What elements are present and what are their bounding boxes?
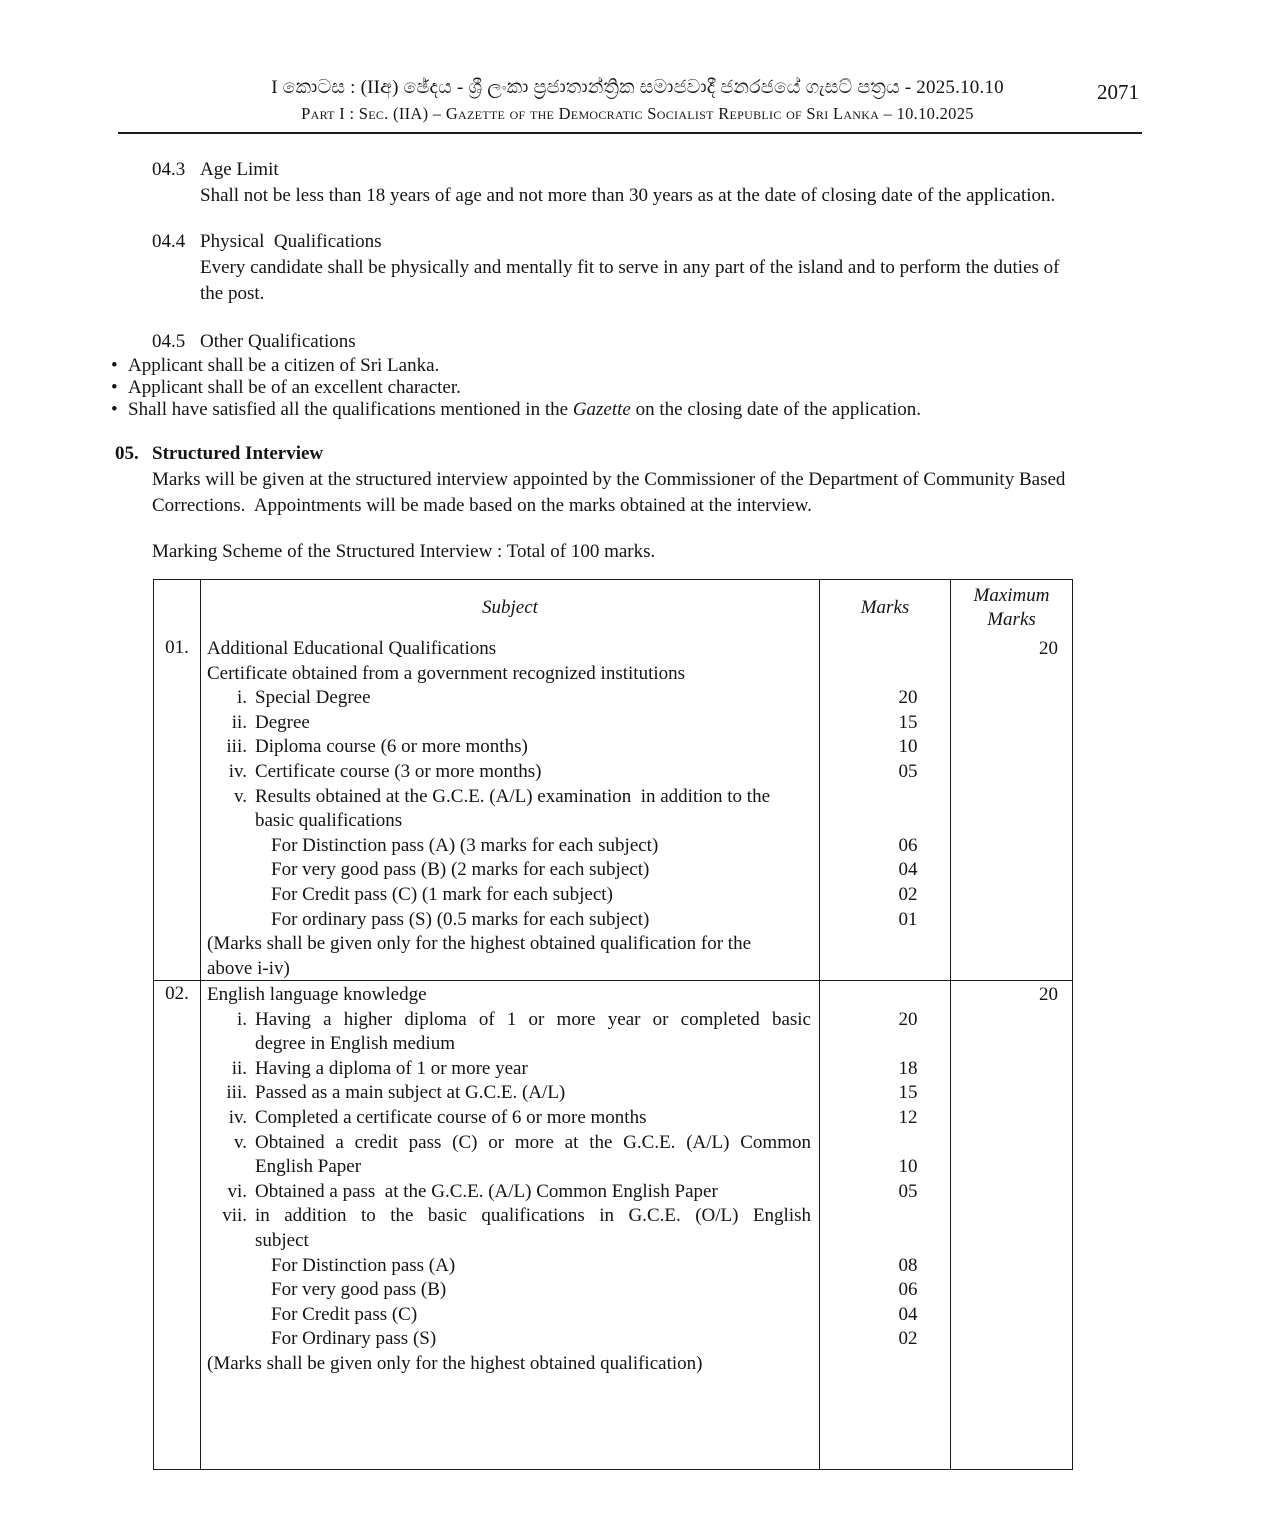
roman-numeral-label: iii. bbox=[226, 1082, 247, 1104]
mark-value bbox=[820, 809, 950, 834]
mark-value: 10 bbox=[898, 1156, 918, 1178]
bullet-text: Applicant shall be a citizen of Sri Lanka. bbox=[128, 355, 440, 376]
max-marks-cell bbox=[951, 981, 1072, 1469]
list-item bbox=[111, 399, 1275, 421]
max-marks-value: 20 bbox=[1039, 638, 1058, 659]
mark-value: 08 bbox=[898, 1254, 918, 1276]
row-number-cell: 02. bbox=[154, 981, 201, 1469]
mark-value: 04 bbox=[898, 1303, 918, 1325]
subject-line bbox=[201, 932, 819, 957]
mark-value bbox=[820, 637, 950, 662]
subject-line bbox=[201, 686, 819, 711]
bullet-icon: • bbox=[111, 377, 118, 398]
table-header-subject: Subject bbox=[201, 580, 820, 635]
section-04-4 bbox=[152, 229, 1165, 307]
line-text: For Distinction pass (A) (3 marks for each subject) bbox=[271, 834, 659, 856]
subject-line bbox=[201, 735, 819, 760]
mark-value: 06 bbox=[898, 1279, 918, 1301]
section-number: 04.4 bbox=[152, 231, 186, 252]
line-text: Having a diploma of 1 or more year bbox=[255, 1057, 528, 1079]
bullet-text-segment: Shall have satisfied all the qualifications mentioned in the bbox=[128, 399, 573, 420]
mark-value: 15 bbox=[898, 711, 918, 733]
subject-line bbox=[201, 1229, 819, 1254]
bullet-text-segment-italic: Gazette bbox=[572, 399, 631, 420]
mark-value bbox=[820, 957, 950, 982]
mark-value bbox=[820, 1352, 950, 1377]
line-text: (Marks shall be given only for the highest obtained qualification) bbox=[207, 1352, 703, 1374]
mark-value: 05 bbox=[898, 760, 918, 782]
mark-value: 01 bbox=[898, 908, 918, 930]
marks-cell bbox=[820, 635, 951, 980]
bullet-text-segment: on the closing date of the application. bbox=[630, 399, 922, 420]
mark-value: 10 bbox=[898, 736, 918, 758]
line-text: Obtained a pass at the G.C.E. (A/L) Common English Paper bbox=[255, 1180, 718, 1202]
line-text: English Paper bbox=[255, 1156, 362, 1178]
header-rule bbox=[118, 132, 1142, 134]
subject-line bbox=[201, 785, 819, 810]
roman-numeral-label: iii. bbox=[226, 736, 247, 758]
line-text: For very good pass (B) bbox=[271, 1279, 447, 1301]
subject-line bbox=[201, 637, 819, 662]
header-english-line: Part I : Sec. (IIA) – Gazette of the Democratic Socialist Republic of Sri Lanka – 10.10.2025 bbox=[301, 104, 974, 123]
line-text: in addition to the basic qualifications in G.C.E. (O/L) English bbox=[255, 1205, 811, 1227]
header-sinhala-line: I කොටස : (IIඅ) ඡේදය - ශ්‍රී ලංකා ප්‍රජාතාන්ත්‍රික සමාජවාදී ජනරජයේ ගැසට් පත්‍රය - 2025.10.10 bbox=[271, 77, 1004, 98]
line-text: Special Degree bbox=[255, 687, 371, 709]
line-text: Obtained a credit pass (C) or more at the G.C.E. (A/L) Common bbox=[255, 1131, 811, 1153]
section-body-line: Corrections. Appointments will be made based on the marks obtained at the interview. bbox=[152, 495, 812, 516]
mark-value bbox=[820, 662, 950, 687]
bullet-text bbox=[128, 399, 921, 421]
line-text: For Credit pass (C) (1 mark for each subject) bbox=[271, 883, 613, 905]
section-title: Structured Interview bbox=[152, 443, 324, 464]
subject-line bbox=[201, 662, 819, 687]
section-body-line: the post. bbox=[200, 283, 265, 304]
bullet-icon: • bbox=[111, 399, 118, 420]
section-title: Other Qualifications bbox=[200, 331, 356, 352]
subject-line bbox=[201, 1008, 819, 1033]
mark-value: 04 bbox=[898, 859, 918, 881]
line-text: Passed as a main subject at G.C.E. (A/L) bbox=[255, 1082, 566, 1104]
section-body-line: Marks will be given at the structured interview appointed by the Commissioner of the Department of Community Based bbox=[152, 469, 1066, 490]
roman-numeral-label: i. bbox=[236, 687, 247, 709]
roman-numeral-label: vii. bbox=[222, 1205, 247, 1227]
line-text: subject bbox=[255, 1229, 309, 1251]
line-text: Degree bbox=[255, 711, 310, 733]
subject-line bbox=[201, 760, 819, 785]
line-text: Having a higher diploma of 1 or more year or completed basic bbox=[255, 1008, 811, 1030]
section-number: 04.3 bbox=[152, 159, 186, 180]
table-header-number bbox=[154, 580, 201, 635]
mark-value bbox=[820, 1131, 950, 1156]
list-item bbox=[111, 355, 1275, 377]
section-04-5 bbox=[152, 329, 1165, 355]
subject-line bbox=[201, 1032, 819, 1057]
qualification-bullet-list bbox=[111, 355, 1275, 421]
line-text: For Distinction pass (A) bbox=[271, 1254, 456, 1276]
section-body-line: Every candidate shall be physically and mentally fit to serve in any part of the island and to perform the duties of bbox=[200, 257, 1060, 278]
mark-value: 06 bbox=[898, 834, 918, 856]
mark-value: 02 bbox=[898, 1328, 918, 1350]
subject-line bbox=[201, 1081, 819, 1106]
roman-numeral-label: ii. bbox=[231, 1057, 247, 1079]
subject-line bbox=[201, 1106, 819, 1131]
marking-scheme-line: Marking Scheme of the Structured Interview : Total of 100 marks. bbox=[152, 541, 656, 562]
roman-numeral-label: vi. bbox=[227, 1180, 247, 1202]
line-text: Certificate obtained from a government recognized institutions bbox=[207, 662, 686, 684]
mark-value bbox=[820, 785, 950, 810]
subject-line bbox=[201, 1131, 819, 1156]
section-05-heading bbox=[115, 441, 1165, 467]
marks-cell bbox=[820, 981, 951, 1469]
subject-line bbox=[201, 1278, 819, 1303]
line-text: (Marks shall be given only for the highest obtained qualification for the bbox=[207, 933, 751, 955]
subject-line bbox=[201, 1327, 819, 1352]
subject-line bbox=[201, 1204, 819, 1229]
mark-value: 05 bbox=[898, 1180, 918, 1202]
mark-value: 20 bbox=[898, 1008, 918, 1030]
subject-line bbox=[201, 957, 819, 982]
roman-numeral-label: i. bbox=[236, 1008, 247, 1030]
mark-value bbox=[820, 983, 950, 1008]
subject-line bbox=[201, 883, 819, 908]
row-number-cell: 01. bbox=[154, 635, 201, 980]
mark-value bbox=[820, 1032, 950, 1057]
roman-numeral-label: v. bbox=[233, 785, 247, 807]
subject-line bbox=[201, 1057, 819, 1082]
line-text: above i-iv) bbox=[207, 957, 290, 979]
bullet-text: Applicant shall be of an excellent character. bbox=[128, 377, 461, 398]
roman-numeral-label: ii. bbox=[231, 711, 247, 733]
mark-value: 18 bbox=[898, 1057, 918, 1079]
mark-value: 02 bbox=[898, 883, 918, 905]
section-body-line: Shall not be less than 18 years of age and not more than 30 years as at the date of closing date of the application. bbox=[200, 185, 1056, 206]
section-04-5-heading bbox=[152, 329, 1165, 355]
line-text: English language knowledge bbox=[207, 984, 427, 1005]
line-text: For very good pass (B) (2 marks for each subject) bbox=[271, 859, 650, 881]
line-text: For ordinary pass (S) (0.5 marks for each subject) bbox=[271, 908, 650, 930]
section-number: 04.5 bbox=[152, 331, 186, 352]
subject-line bbox=[201, 711, 819, 736]
gazette-header bbox=[0, 0, 1275, 125]
subject-line bbox=[201, 1352, 819, 1377]
line-text: Additional Educational Qualifications bbox=[207, 638, 497, 659]
bullet-icon: • bbox=[111, 355, 118, 376]
subject-line bbox=[201, 983, 819, 1008]
table-header-marks: Marks bbox=[820, 580, 951, 635]
subject-cell bbox=[201, 635, 820, 980]
section-number: 05. bbox=[115, 443, 139, 464]
line-text: Certificate course (3 or more months) bbox=[255, 760, 542, 782]
mark-value bbox=[820, 932, 950, 957]
table-row bbox=[154, 980, 1072, 1469]
table-body bbox=[154, 635, 1072, 1469]
subject-cell bbox=[201, 981, 820, 1469]
max-marks-value: 20 bbox=[1039, 984, 1058, 1005]
line-text: For Credit pass (C) bbox=[271, 1303, 418, 1325]
line-text: Diploma course (6 or more months) bbox=[255, 736, 528, 758]
max-marks-cell bbox=[951, 635, 1072, 980]
line-text: Completed a certificate course of 6 or more months bbox=[255, 1106, 647, 1128]
section-05 bbox=[115, 441, 1165, 519]
subject-line bbox=[201, 858, 819, 883]
subject-line bbox=[201, 1254, 819, 1279]
line-text: degree in English medium bbox=[255, 1033, 455, 1055]
section-title: Age Limit bbox=[200, 159, 279, 180]
table-header-row bbox=[154, 580, 1072, 635]
mark-value: 20 bbox=[898, 687, 918, 709]
subject-line bbox=[201, 908, 819, 933]
marking-scheme-table bbox=[153, 579, 1073, 1470]
page-number: 2071 bbox=[1097, 80, 1139, 104]
section-04-3 bbox=[152, 157, 1165, 209]
mark-value: 15 bbox=[898, 1082, 918, 1104]
roman-numeral-label: v. bbox=[233, 1131, 247, 1153]
section-04-4-heading bbox=[152, 229, 1165, 255]
subject-line bbox=[201, 834, 819, 859]
roman-numeral-label: iv. bbox=[228, 760, 247, 782]
mark-value: 12 bbox=[898, 1106, 918, 1128]
line-text: basic qualifications bbox=[255, 810, 403, 832]
section-04-3-heading bbox=[152, 157, 1165, 183]
subject-line bbox=[201, 1180, 819, 1205]
list-item bbox=[111, 377, 1275, 399]
mark-value bbox=[820, 1229, 950, 1254]
line-text: For Ordinary pass (S) bbox=[271, 1328, 437, 1350]
line-text: Results obtained at the G.C.E. (A/L) examination in addition to the bbox=[255, 785, 771, 807]
mark-value bbox=[820, 1204, 950, 1229]
subject-line bbox=[201, 809, 819, 834]
table-header-maximum-marks: Maximum Marks bbox=[973, 584, 1050, 630]
subject-line bbox=[201, 1155, 819, 1180]
table-row bbox=[154, 635, 1072, 980]
roman-numeral-label: iv. bbox=[228, 1106, 247, 1128]
subject-line bbox=[201, 1303, 819, 1328]
section-title: Physical Qualifications bbox=[200, 231, 382, 252]
